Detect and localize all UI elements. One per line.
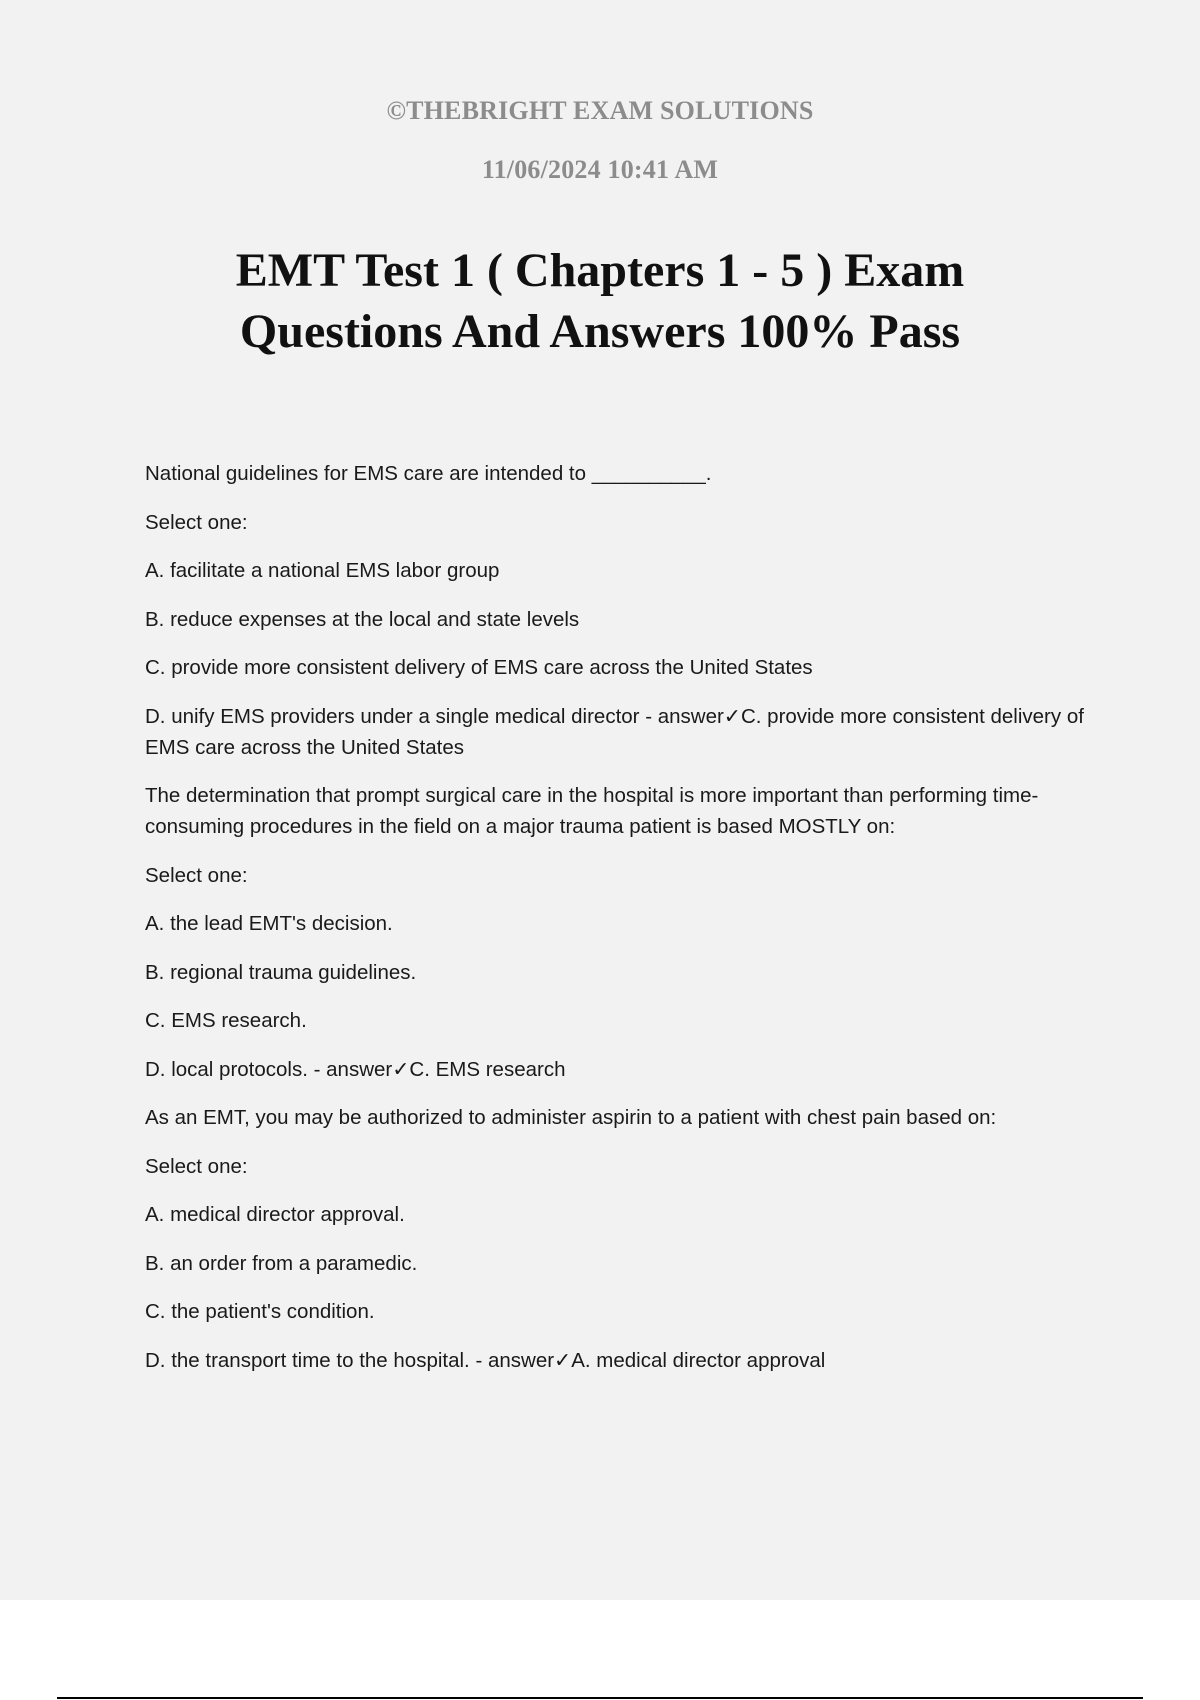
select-instruction: Select one: (145, 510, 248, 534)
answer-option: B. an order from a paramedic. (145, 1251, 418, 1275)
answer-option: A. facilitate a national EMS labor group (145, 559, 500, 582)
question-prompt: The determination that prompt surgical care in the hospital is more important than performing time-consuming procedures in the field on a major trauma patient is based MOSTLY on: (145, 784, 1039, 838)
select-instruction: Select one: (145, 1154, 248, 1178)
timestamp: 11/06/2024 10:41 AM (481, 155, 719, 184)
answer-option: A. medical director approval. (145, 1203, 405, 1226)
page-title (0, 240, 1200, 362)
answer-option-with-answer: D. the transport time to the hospital. - answer✓A. medical director approval (145, 1348, 826, 1372)
question-list (145, 458, 1095, 1393)
select-instruction: Select one: (145, 863, 248, 887)
watermark-text: ©THEBRIGHT EXAM SOLUTIONS (386, 96, 814, 125)
answer-option: B. regional trauma guidelines. (145, 960, 417, 984)
question-prompt: As an EMT, you may be authorized to administer aspirin to a patient with chest pain based on: (145, 1106, 997, 1129)
answer-option: A. the lead EMT's decision. (145, 912, 393, 935)
answer-option: C. provide more consistent delivery of EMS care across the United States (145, 656, 813, 679)
question-prompt: National guidelines for EMS care are intended to __________. (145, 462, 712, 485)
answer-option-with-answer: D. unify EMS providers under a single medical director - answer✓C. provide more consistent delivery of EMS care across the United States (145, 704, 1084, 759)
answer-option: B. reduce expenses at the local and state levels (145, 607, 580, 631)
answer-option: C. EMS research. (145, 1009, 307, 1032)
title-line-2: Questions And Answers 100% Pass (239, 305, 961, 358)
answer-option: C. the patient's condition. (145, 1300, 375, 1323)
title-line-1: EMT Test 1 ( Chapters 1 - 5 ) Exam (235, 244, 965, 297)
footer-divider (57, 1697, 1143, 1699)
answer-option-with-answer: D. local protocols. - answer✓C. EMS research (145, 1057, 566, 1081)
